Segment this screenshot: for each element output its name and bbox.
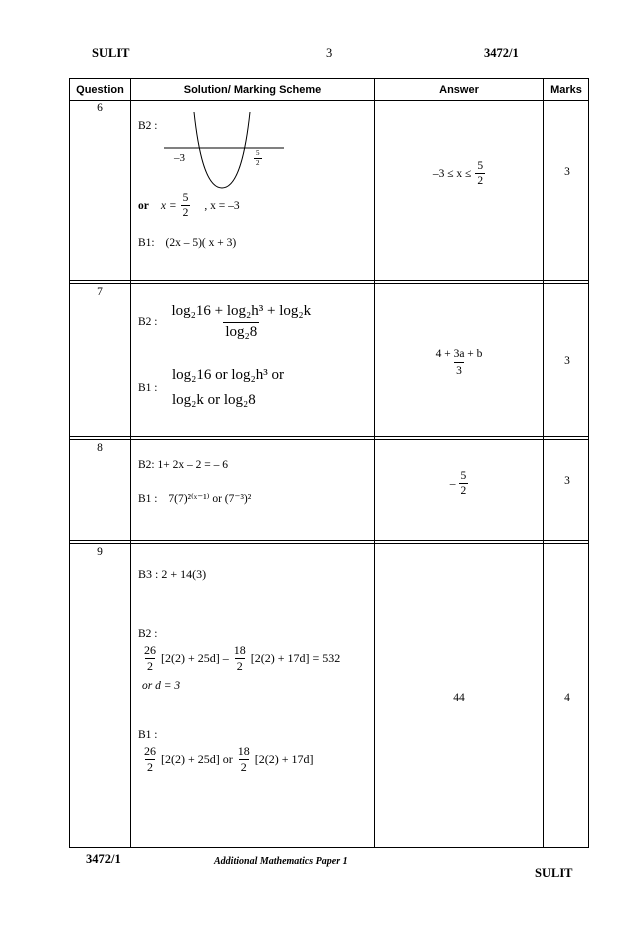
- q8-answer-den: 2: [460, 485, 467, 498]
- q7-answer-num: 4 + 3a + b: [435, 348, 483, 360]
- question-number-9: 9: [97, 546, 103, 558]
- q9-b1-frac1-num: 26: [144, 744, 156, 758]
- q7-b1-line1: log₂16 or log₂h³ or: [172, 367, 285, 383]
- q7-b2-line: [138, 304, 315, 341]
- q9-b2-expr: [142, 644, 340, 672]
- q8-b1-expr: 7(7)²⁽ˣ⁻¹⁾ or (7⁻³)²: [168, 493, 252, 505]
- q6-b1-expr: (2x – 5)( x + 3): [165, 237, 237, 249]
- q6-root-right-den: 2: [256, 159, 260, 168]
- q6-x-eq: x =: [160, 199, 177, 212]
- q8-marks: 3: [564, 475, 570, 487]
- q8-answer-sign: –: [449, 477, 456, 490]
- q9-b1-mid: [2(2) + 25d] or: [161, 751, 233, 766]
- q7-marks: 3: [564, 355, 570, 367]
- q9-b2-mid: [2(2) + 25d] –: [161, 650, 229, 665]
- q6-parabola-sketch: [160, 108, 290, 190]
- q6-root-right: [254, 150, 262, 168]
- q9-b1-frac1-den: 2: [147, 759, 153, 774]
- q6-b1-line: [138, 237, 236, 249]
- q6-answer-left: –3 ≤ x ≤: [432, 167, 472, 180]
- question-number-7: 7: [97, 286, 103, 298]
- question-number-6: 6: [97, 102, 103, 114]
- q9-marks: 4: [564, 692, 570, 704]
- q6-or-line: [138, 192, 240, 219]
- q6-frac-den: 2: [182, 207, 189, 220]
- header-code: 3472/1: [484, 46, 519, 60]
- q6-root-right-num: 5: [256, 149, 260, 157]
- footer-code: 3472/1: [86, 852, 121, 866]
- question-number-8: 8: [97, 442, 103, 454]
- q7-b1-label: B1 :: [138, 382, 158, 394]
- q9-b2-frac1-num: 26: [144, 643, 156, 657]
- q8-b2: B2: 1+ 2x – 2 = – 6: [138, 459, 228, 471]
- page-number: 3: [326, 46, 333, 60]
- q9-b1-frac2-den: 2: [240, 759, 247, 774]
- q9-b2-label: B2 :: [138, 628, 158, 640]
- q6-b2-label: B2 :: [138, 120, 158, 132]
- q6-answer-den: 2: [477, 175, 484, 188]
- q9-b1-label: B1 :: [138, 729, 158, 741]
- q9-b2-frac1-den: 2: [147, 658, 153, 673]
- q6-second-root: , x = –3: [204, 199, 240, 212]
- q6-answer-num: 5: [477, 160, 484, 172]
- q7-answer: [375, 348, 543, 377]
- footer-sulit: SULIT: [535, 866, 573, 880]
- col-question: Question: [76, 84, 124, 96]
- q7-b2-num: log₂16 + log₂h³ + log₂k: [171, 303, 312, 319]
- q6-answer: [375, 160, 543, 187]
- footer-title: Additional Mathematics Paper 1: [214, 856, 348, 867]
- q9-answer: 44: [453, 692, 465, 704]
- header-sulit: SULIT: [92, 46, 130, 60]
- q8-b1-line: [138, 491, 251, 505]
- q7-answer-den: 3: [454, 362, 464, 377]
- col-marks: Marks: [550, 84, 582, 96]
- q9-b2-frac2-den: 2: [236, 658, 243, 673]
- q9-b3: B3 : 2 + 14(3): [138, 567, 207, 581]
- q8-b1-label: B1 :: [138, 493, 158, 505]
- q6-root-left: –3: [174, 152, 185, 164]
- q9-b1-expr: [142, 745, 314, 773]
- q6-marks: 3: [564, 166, 570, 178]
- col-solution: Solution/ Marking Scheme: [183, 84, 322, 96]
- q9-b2-tail: [2(2) + 17d] = 532: [250, 650, 341, 665]
- q8-answer: [375, 470, 543, 497]
- q9-b1-frac2-num: 18: [237, 744, 250, 758]
- q8-answer-num: 5: [460, 470, 467, 482]
- q6-frac-num: 5: [182, 192, 189, 204]
- q9-b2-frac2-num: 18: [233, 643, 246, 657]
- q6-b1-label: B1:: [138, 237, 155, 249]
- q9-b1-tail: [2(2) + 17d]: [254, 751, 314, 766]
- q9-or-line: or d = 3: [142, 680, 181, 692]
- q6-or-label: or: [138, 199, 149, 212]
- q7-b2-label: B2 :: [138, 316, 158, 329]
- q7-b2-den: log₂8: [225, 323, 258, 340]
- col-answer: Answer: [439, 84, 479, 96]
- q7-b1-line2: log₂k or log₂8: [172, 392, 256, 408]
